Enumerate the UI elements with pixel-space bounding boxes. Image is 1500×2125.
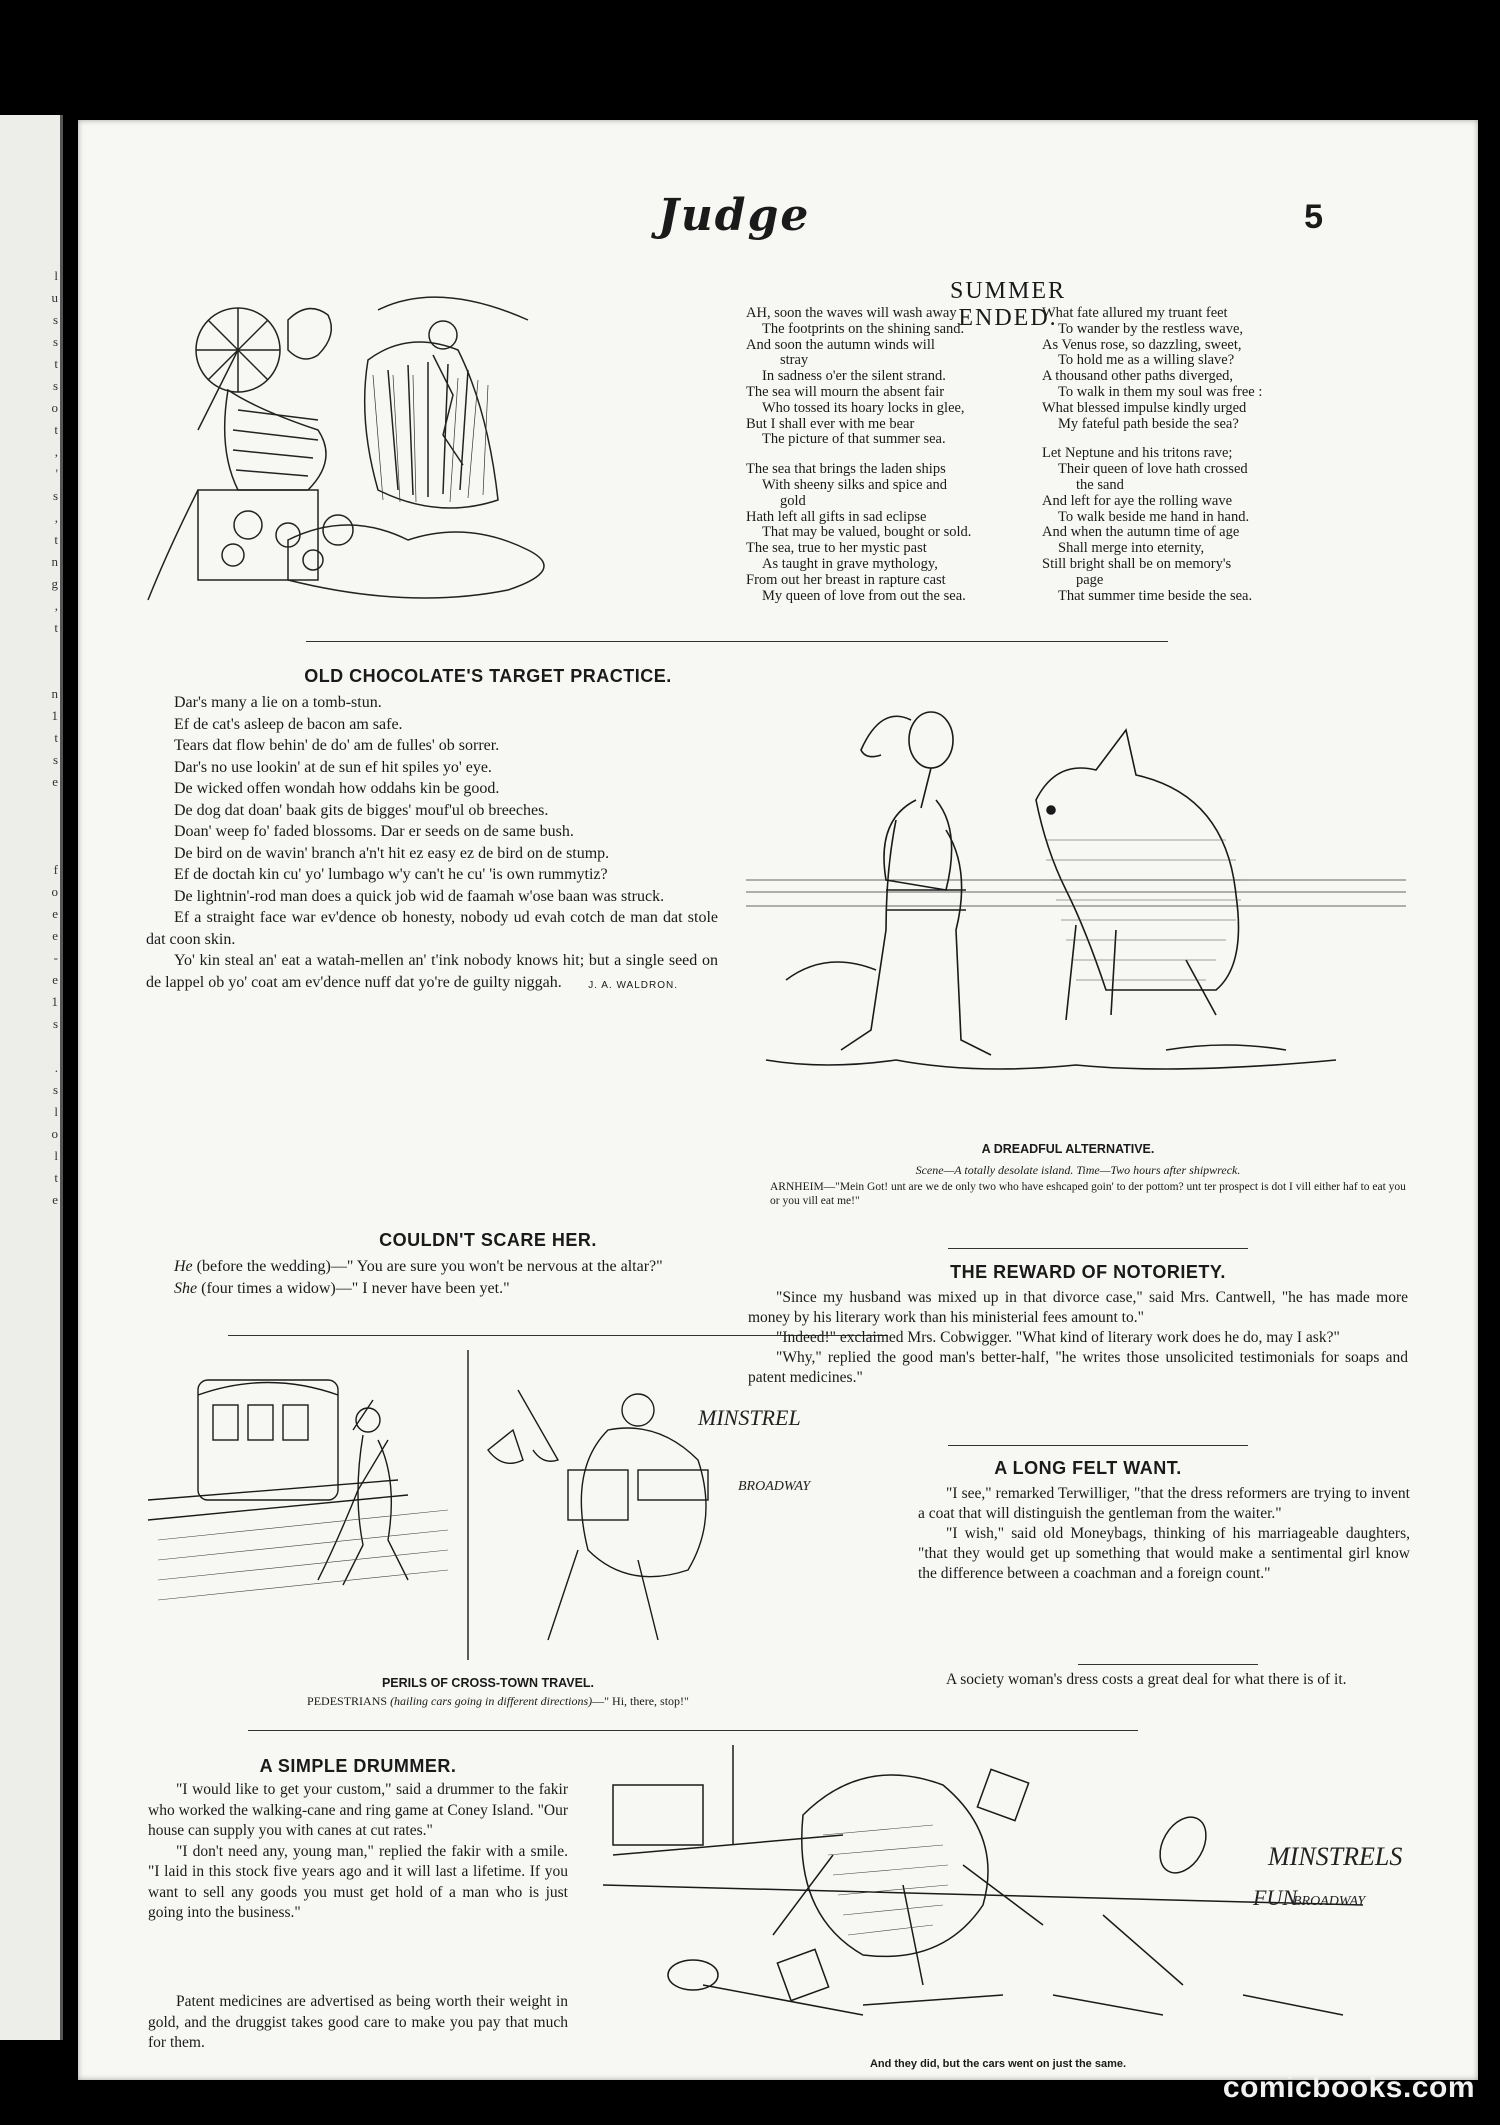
- poem-line: Who tossed its hoary locks in glee,: [762, 399, 965, 416]
- chocolate-line: Yo' kin steal an' eat a watah-mellen an' t'ink nobody knows hit; but a single seed on de lappel ob yo' coat am ev'dence nuff dat yo're de guilty niggah.: [146, 952, 718, 991]
- poem-line: But I shall ever with me bear: [746, 415, 915, 432]
- drummer-paragraph: "I would like to get your custom," said a drummer to the fakir who worked the walking-cane and ring game at Coney Island. "Our house can supply you with canes at cut rates.": [148, 1781, 568, 1839]
- poem-line: The sea that brings the laden ships: [746, 461, 946, 478]
- drummer-paragraph: "I don't need any, young man," replied the fakir with a smile. "I laid in this stock five years ago and it will last a lifetime. If you want to sell any goods you must get hold of a man who is just going into the business.": [148, 1842, 568, 1921]
- notoriety-paragraph: "Why," replied the good man's better-half, "he writes those unsolicited testimonials for soaps and patent medicines.": [748, 1349, 1408, 1386]
- poem-line: page: [1076, 571, 1104, 588]
- long-felt-body: [918, 1484, 1410, 1584]
- perils-title: PERILS OF CROSS-TOWN TRAVEL.: [381, 1676, 595, 1690]
- left-page-edge: [0, 115, 63, 2040]
- poem-line: In sadness o'er the silent strand.: [762, 368, 946, 385]
- divider-rule: [306, 641, 1168, 642]
- perils-sign-broadway: BROADWAY: [738, 1479, 811, 1494]
- chocolate-line: Tears dat flow behin' de do' am de fulles' ob sorrer.: [174, 737, 500, 754]
- poem-line: From out her breast in rapture cast: [746, 571, 946, 588]
- magazine-page: [78, 120, 1478, 2080]
- page-number: 5: [1304, 198, 1323, 236]
- poem-line: Hath left all gifts in sad eclipse: [746, 508, 927, 525]
- perils-illustration: [138, 1350, 873, 1660]
- he-label: He: [174, 1258, 193, 1275]
- poem-line: The picture of that summer sea.: [762, 431, 946, 448]
- chocolate-line: Ef de cat's asleep de bacon am safe.: [174, 715, 403, 733]
- drummer-body: [148, 1780, 568, 1924]
- poem-line: The sea will mourn the absent fair: [746, 383, 945, 400]
- divider-rule: [948, 1445, 1248, 1446]
- poem-line: To walk beside me hand in hand.: [1058, 508, 1250, 525]
- summer-ended-title: SUMMER ENDED.: [949, 278, 1067, 331]
- crash-illustration: [603, 1745, 1403, 2045]
- summer-ended-col1: [746, 306, 1036, 604]
- poem-line: Still bright shall be on memory's: [1042, 555, 1232, 572]
- notoriety-paragraph: "Since my husband was mixed up in that divorce case," said Mrs. Cantwell, "he has made more money by his literary work than his ministerial fees amount to.": [748, 1289, 1408, 1326]
- poem-line: Let Neptune and his tritons rave;: [1042, 445, 1233, 462]
- poem-line: stray: [780, 352, 809, 369]
- chocolate-body: [146, 692, 718, 997]
- perils-who: PEDESTRIANS: [307, 1694, 388, 1708]
- notoriety-paragraph: "Indeed!" exclaimed Mrs. Cobwigger. "What kind of literary work does he do, may I ask?": [776, 1329, 1340, 1346]
- she-label: She: [174, 1279, 198, 1297]
- chocolate-line: De wicked offen wondah how oddahs kin be good.: [174, 780, 500, 797]
- long-felt-title: A LONG FELT WANT.: [994, 1458, 1182, 1478]
- chocolate-title: OLD CHOCOLATE'S TARGET PRACTICE.: [304, 666, 672, 686]
- poem-line: As Venus rose, so dazzling, sweet,: [1042, 336, 1242, 353]
- dreadful-scene: Scene—A totally desolate island. Time—Two hours after shipwreck.: [915, 1163, 1241, 1177]
- poem-line: [746, 448, 1036, 462]
- chocolate-line: Ef a straight face war ev'dence ob honesty, nobody ud evah cotch de man dat stole dat coon skin.: [146, 909, 718, 948]
- poem-line: And left for aye the rolling wave: [1042, 492, 1233, 509]
- chocolate-line: De dog dat doan' baak gits de bigges' mouf'ul ob breeches.: [174, 801, 549, 819]
- summer-ended-col2: [1042, 306, 1352, 604]
- chocolate-line: De bird on de wavin' branch a'n't hit ez easy ez de bird on de stump.: [174, 844, 610, 862]
- couldnt-scare-body: [146, 1256, 718, 1299]
- he-text: (before the wedding)—" You are sure you won't be nervous at the altar?": [192, 1258, 663, 1275]
- poem-line: My queen of love from out the sea.: [762, 587, 966, 604]
- crash-caption: And they did, but the cars went on just the same.: [869, 2058, 1127, 2070]
- chocolate-line: De lightnin'-rod man does a quick job wid de faamah w'ose baan was struck.: [174, 887, 665, 905]
- chocolate-line: Dar's no use lookin' at de sun ef hit spiles yo' eye.: [174, 758, 492, 776]
- poem-line: To hold me as a willing slave?: [1058, 352, 1235, 369]
- long-felt-paragraph: "I see," remarked Terwilliger, "that the dress reformers are trying to invent a coat that will distinguish the gentleman from the waiter.": [918, 1485, 1410, 1522]
- couldnt-scare-title: COULDN'T SCARE HER.: [379, 1230, 597, 1250]
- left-page-edge-text: l u s s t s o t , ' s , t n g , t n 1 t s e f o e e - e 1 s . s l o l t e: [51, 268, 58, 1207]
- chocolate-line: Doan' weep fo' faded blossoms. Dar er seeds on de same bush.: [174, 823, 574, 840]
- poem-line: Their queen of love hath crossed: [1058, 461, 1248, 478]
- poem-line: That summer time beside the sea.: [1058, 587, 1253, 604]
- society-text: A society woman's dress costs a great deal for what there is of it.: [946, 1671, 1347, 1688]
- poem-line: That may be valued, bought or sold.: [762, 524, 972, 541]
- poem-line: A thousand other paths diverged,: [1042, 368, 1234, 385]
- patent-text: Patent medicines are advertised as being worth their weight in gold, and the druggist takes good care to make you pay that much for them.: [148, 1993, 568, 2051]
- poem-line: [1042, 432, 1352, 446]
- perils-sign-minstrel: MINSTREL: [698, 1405, 801, 1430]
- poem-line: And soon the autumn winds will: [746, 336, 935, 353]
- summer-illustration: [138, 280, 608, 605]
- chocolate-signature: J. A. WALDRON.: [588, 980, 678, 991]
- masthead: Judge: [658, 190, 811, 241]
- crash-sign-broadway: BROADWAY: [1293, 1894, 1366, 1909]
- poem-line: To walk in them my soul was free :: [1058, 383, 1263, 400]
- notoriety-title: THE REWARD OF NOTORIETY.: [950, 1262, 1226, 1282]
- poem-line: AH, soon the waves will wash away: [746, 305, 957, 321]
- perils-said: —" Hi, there, stop!": [592, 1694, 689, 1708]
- poem-line: The footprints on the shining sand.: [762, 320, 965, 337]
- poem-line: The sea, true to her mystic past: [746, 540, 927, 557]
- watermark: comicbooks.com: [1222, 2071, 1475, 2104]
- patent-paragraph: [148, 1992, 568, 2054]
- poem-line: What blessed impulse kindly urged: [1042, 399, 1247, 416]
- divider-rule: [948, 1248, 1248, 1249]
- poem-line: Shall merge into eternity,: [1058, 540, 1205, 557]
- divider-rule: [248, 1730, 1138, 1731]
- poem-line: And when the autumn time of age: [1042, 524, 1240, 541]
- dreadful-illustration: [746, 660, 1406, 1130]
- perils-how: (hailing cars going in different directions): [387, 1694, 593, 1708]
- she-text: (four times a widow)—" I never have been yet.": [197, 1279, 510, 1297]
- chocolate-line: Ef de doctah kin cu' yo' lumbago w'y can't he cu' 'is own rummytiz?: [174, 866, 608, 883]
- poem-line: With sheeny silks and spice and: [762, 476, 948, 493]
- dreadful-title: A DREADFUL ALTERNATIVE.: [981, 1142, 1155, 1156]
- long-felt-paragraph: "I wish," said old Moneybags, thinking of his marriageable daughters, "that they would get up something that would make a sentimental girl know the difference between a coachman and a foreign count.": [918, 1525, 1410, 1582]
- divider-rule: [1078, 1664, 1258, 1665]
- poem-line: the sand: [1076, 476, 1124, 493]
- perils-caption: [178, 1694, 818, 1709]
- drummer-title: A SIMPLE DRUMMER.: [259, 1756, 457, 1776]
- crash-sign-minstrels: MINSTRELS: [1268, 1842, 1403, 1871]
- chocolate-line: Dar's many a lie on a tomb-stun.: [174, 694, 382, 711]
- poem-line: My fateful path beside the sea?: [1058, 415, 1239, 432]
- poem-line: gold: [780, 492, 806, 509]
- poem-line: As taught in grave mythology,: [762, 555, 938, 572]
- poem-line: What fate allured my truant feet: [1042, 305, 1228, 321]
- dreadful-dialogue: ARNHEIM—"Mein Got! unt are we de only two who have eshcaped goin' to der pottom? unt ter prospect is dot I vill either haf to eat you or you vill eat me!": [770, 1181, 1406, 1207]
- crash-sign-fun: FUN: [1253, 1885, 1297, 1910]
- poem-line: To wander by the restless wave,: [1058, 320, 1244, 337]
- society-paragraph: [918, 1670, 1410, 1690]
